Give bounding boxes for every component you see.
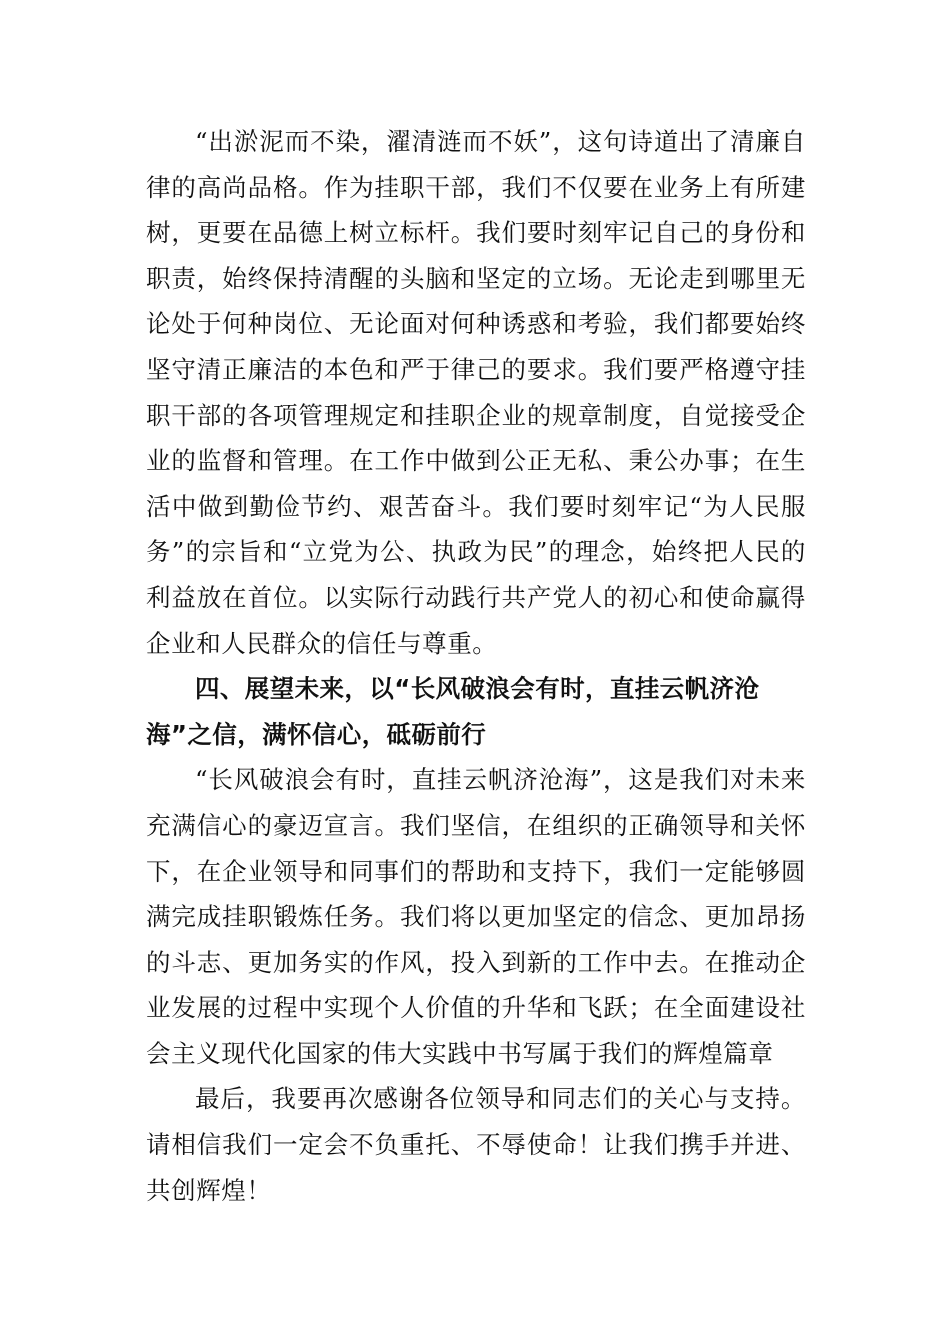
body-paragraph-integrity: “出淤泥而不染，濯清涟而不妖”，这句诗道出了清廉自律的高尚品格。作为挂职干部，我们不仅要在业务上有所建树，更要在品德上树立标杆。我们要时刻牢记自己的身份和职责，始终保持清醒的头脑和坚定的立场。无论走到哪里无论处于何种岗位、无论面对何种诱惑和考验，我们都要始终坚守清正廉洁的本色和严于律己的要求。我们要严格遵守挂职干部的各项管理规定和挂职企业的规章制度，自觉接受企业的监督和管理。在工作中做到公正无私、秉公办事；在生活中做到勤俭节约、艰苦奋斗。我们要时刻牢记“为人民服务”的宗旨和“立党为公、执政为民”的理念，始终把人民的利益放在首位。以实际行动践行共产党人的初心和使命赢得企业和人民群众的信任与尊重。 [146, 127, 806, 658]
document-page [146, 119, 806, 1213]
section-heading-four: 四、展望未来，以“长风破浪会有时，直挂云帆济沧海”之信，满怀信心，砥砺前行 [146, 674, 760, 749]
body-paragraph-future: “长风破浪会有时，直挂云帆济沧海”，这是我们对未来充满信心的豪迈宣言。我们坚信，在组织的正确领导和关怀下，在企业领导和同事们的帮助和支持下，我们一定能够圆满完成挂职锻炼任务。我们将以更加坚定的信念、更加昂扬的斗志、更加务实的作风，投入到新的工作中去。在推动企业发展的过程中实现个人价值的升华和飞跃；在全面建设社会主义现代化国家的伟大实践中书写属于我们的辉煌篇章 [146, 765, 806, 1068]
body-paragraph-closing: 最后，我要再次感谢各位领导和同志们的关心与支持。请相信我们一定会不负重托、不辱使命！让我们携手并进、共创辉煌！ [146, 1084, 806, 1205]
